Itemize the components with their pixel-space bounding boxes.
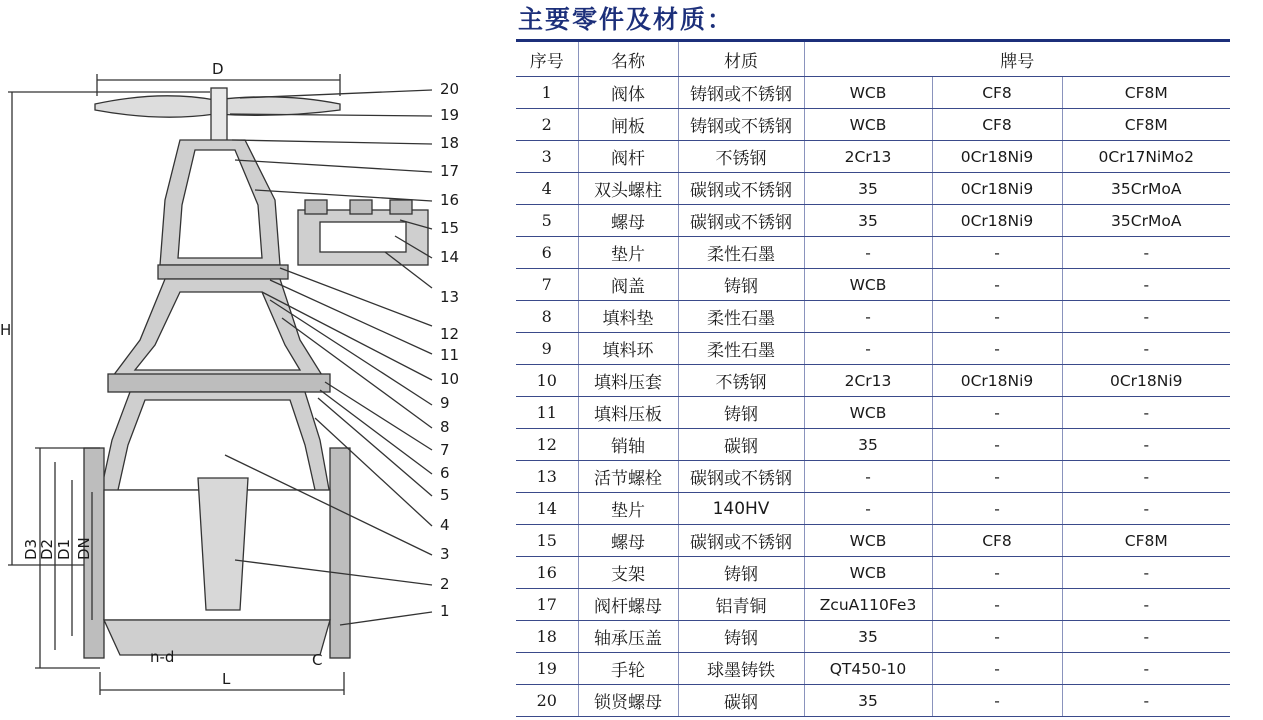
table-row	[516, 621, 1230, 653]
callout-17: 17	[440, 162, 460, 180]
cell-name: 支架	[578, 557, 678, 589]
table-row	[516, 77, 1230, 109]
cell-grade-3: -	[1062, 301, 1230, 333]
dim-label-d: D	[212, 60, 224, 78]
cell-material: 铝青铜	[678, 589, 804, 621]
cell-grade-2: -	[932, 237, 1062, 269]
cell-grade-1: -	[804, 301, 932, 333]
cell-grade-1: WCB	[804, 397, 932, 429]
cell-no: 1	[516, 77, 578, 109]
cell-grade-2: 0Cr18Ni9	[932, 173, 1062, 205]
cell-no: 10	[516, 365, 578, 397]
table-row	[516, 589, 1230, 621]
header-material: 材质	[678, 41, 804, 77]
cell-grade-2: 0Cr18Ni9	[932, 365, 1062, 397]
cell-name: 闸板	[578, 109, 678, 141]
valve-drawing	[0, 0, 512, 720]
cell-grade-2: -	[932, 429, 1062, 461]
cell-grade-3: -	[1062, 653, 1230, 685]
cell-name: 螺母	[578, 525, 678, 557]
cell-grade-2: -	[932, 269, 1062, 301]
cell-grade-1: 35	[804, 685, 932, 717]
cell-grade-2: -	[932, 685, 1062, 717]
cell-material: 球墨铸铁	[678, 653, 804, 685]
cell-grade-2: -	[932, 333, 1062, 365]
callout-16: 16	[440, 191, 460, 209]
cell-name: 垫片	[578, 493, 678, 525]
cell-no: 2	[516, 109, 578, 141]
cell-grade-1: QT450-10	[804, 653, 932, 685]
callout-9: 9	[440, 394, 450, 412]
cell-grade-2: 0Cr18Ni9	[932, 141, 1062, 173]
callout-20: 20	[440, 80, 460, 98]
cell-grade-1: WCB	[804, 525, 932, 557]
table-row	[516, 173, 1230, 205]
cell-grade-2: -	[932, 621, 1062, 653]
cell-grade-3: -	[1062, 237, 1230, 269]
callout-10: 10	[440, 370, 460, 388]
callout-14: 14	[440, 248, 460, 266]
table-row	[516, 109, 1230, 141]
callout-11: 11	[440, 346, 460, 364]
cell-grade-3: -	[1062, 557, 1230, 589]
cell-no: 13	[516, 461, 578, 493]
cell-grade-2: -	[932, 557, 1062, 589]
callout-19: 19	[440, 106, 460, 124]
cell-no: 5	[516, 205, 578, 237]
cell-grade-1: 2Cr13	[804, 365, 932, 397]
table-row	[516, 557, 1230, 589]
callout-3: 3	[440, 545, 450, 563]
callout-2: 2	[440, 575, 450, 593]
cell-grade-1: 35	[804, 173, 932, 205]
table-row	[516, 205, 1230, 237]
cell-no: 20	[516, 685, 578, 717]
callout-15: 15	[440, 219, 460, 237]
cell-material: 碳钢	[678, 685, 804, 717]
table-header-row	[516, 41, 1230, 77]
cell-material: 柔性石墨	[678, 237, 804, 269]
cell-grade-1: WCB	[804, 269, 932, 301]
cell-grade-3: 0Cr18Ni9	[1062, 365, 1230, 397]
cell-material: 铸钢	[678, 269, 804, 301]
cell-no: 18	[516, 621, 578, 653]
header-name: 名称	[578, 41, 678, 77]
cell-name: 销轴	[578, 429, 678, 461]
cell-grade-3: -	[1062, 333, 1230, 365]
table-row	[516, 525, 1230, 557]
cell-name: 垫片	[578, 237, 678, 269]
cell-name: 阀杆	[578, 141, 678, 173]
cell-grade-2: -	[932, 653, 1062, 685]
dim-label-c: C	[312, 651, 323, 669]
table-row	[516, 493, 1230, 525]
cell-name: 锁贤螺母	[578, 685, 678, 717]
cell-name: 填料压套	[578, 365, 678, 397]
cell-grade-2: -	[932, 493, 1062, 525]
cell-no: 3	[516, 141, 578, 173]
dim-label-dn: DN	[75, 537, 93, 560]
cell-material: 碳钢	[678, 429, 804, 461]
dim-label-nd: n-d	[150, 648, 175, 666]
cell-no: 4	[516, 173, 578, 205]
cell-material: 140HV	[678, 493, 804, 525]
cell-material: 铸钢或不锈钢	[678, 109, 804, 141]
table-row	[516, 269, 1230, 301]
cell-material: 铸钢	[678, 557, 804, 589]
table-row	[516, 333, 1230, 365]
cell-name: 填料环	[578, 333, 678, 365]
cell-material: 不锈钢	[678, 141, 804, 173]
cell-grade-3: -	[1062, 621, 1230, 653]
table-row	[516, 397, 1230, 429]
callout-12: 12	[440, 325, 460, 343]
cell-grade-1: -	[804, 461, 932, 493]
cell-name: 手轮	[578, 653, 678, 685]
table-row	[516, 685, 1230, 717]
cell-no: 6	[516, 237, 578, 269]
cell-name: 填料压板	[578, 397, 678, 429]
table-row	[516, 461, 1230, 493]
cell-grade-3: CF8M	[1062, 77, 1230, 109]
cell-material: 碳钢或不锈钢	[678, 173, 804, 205]
cell-no: 14	[516, 493, 578, 525]
cell-grade-2: CF8	[932, 77, 1062, 109]
cell-grade-1: 35	[804, 429, 932, 461]
table-row	[516, 429, 1230, 461]
cell-grade-1: WCB	[804, 557, 932, 589]
callout-4: 4	[440, 516, 450, 534]
cell-grade-2: CF8	[932, 109, 1062, 141]
cell-grade-1: WCB	[804, 109, 932, 141]
table-row	[516, 653, 1230, 685]
cell-grade-2: -	[932, 301, 1062, 333]
cell-name: 填料垫	[578, 301, 678, 333]
cell-grade-3: 0Cr17NiMo2	[1062, 141, 1230, 173]
cell-grade-3: -	[1062, 461, 1230, 493]
cell-no: 19	[516, 653, 578, 685]
table-row	[516, 141, 1230, 173]
cell-grade-3: -	[1062, 269, 1230, 301]
header-no: 序号	[516, 41, 578, 77]
cell-grade-1: 35	[804, 205, 932, 237]
cell-grade-3: -	[1062, 397, 1230, 429]
cell-grade-2: -	[932, 397, 1062, 429]
cell-grade-2: -	[932, 461, 1062, 493]
table-row	[516, 237, 1230, 269]
cell-grade-3: -	[1062, 493, 1230, 525]
cell-grade-3: CF8M	[1062, 525, 1230, 557]
cell-no: 17	[516, 589, 578, 621]
cell-grade-3: -	[1062, 589, 1230, 621]
cell-material: 不锈钢	[678, 365, 804, 397]
cell-name: 阀体	[578, 77, 678, 109]
cell-material: 柔性石墨	[678, 301, 804, 333]
cell-grade-2: CF8	[932, 525, 1062, 557]
callout-8: 8	[440, 418, 450, 436]
cell-no: 8	[516, 301, 578, 333]
cell-grade-1: -	[804, 237, 932, 269]
cell-no: 7	[516, 269, 578, 301]
cell-name: 阀盖	[578, 269, 678, 301]
cell-material: 碳钢或不锈钢	[678, 205, 804, 237]
cell-material: 柔性石墨	[678, 333, 804, 365]
table-row	[516, 365, 1230, 397]
callout-13: 13	[440, 288, 460, 306]
cell-grade-1: 35	[804, 621, 932, 653]
cell-grade-3: 35CrMoA	[1062, 205, 1230, 237]
cell-material: 碳钢或不锈钢	[678, 525, 804, 557]
header-grade: 牌号	[804, 41, 1230, 77]
page-title: 主要零件及材质：	[518, 5, 735, 34]
dim-label-h: H	[0, 321, 12, 339]
callout-5: 5	[440, 486, 450, 504]
dim-label-d3: D3	[22, 538, 40, 560]
cell-no: 9	[516, 333, 578, 365]
cell-name: 螺母	[578, 205, 678, 237]
cell-grade-3: -	[1062, 429, 1230, 461]
table-row	[516, 301, 1230, 333]
cell-no: 11	[516, 397, 578, 429]
cell-grade-2: 0Cr18Ni9	[932, 205, 1062, 237]
cell-material: 铸钢	[678, 397, 804, 429]
cell-grade-1: ZcuA110Fe3	[804, 589, 932, 621]
cell-name: 活节螺栓	[578, 461, 678, 493]
cell-no: 16	[516, 557, 578, 589]
callout-6: 6	[440, 464, 450, 482]
parts-table-container	[516, 39, 1230, 717]
cell-grade-1: WCB	[804, 77, 932, 109]
cell-grade-1: 2Cr13	[804, 141, 932, 173]
cell-grade-1: -	[804, 333, 932, 365]
table-body	[516, 77, 1230, 717]
cell-material: 碳钢或不锈钢	[678, 461, 804, 493]
dim-label-d2: D2	[38, 538, 56, 560]
cell-no: 15	[516, 525, 578, 557]
cell-name: 双头螺柱	[578, 173, 678, 205]
cell-no: 12	[516, 429, 578, 461]
cell-name: 轴承压盖	[578, 621, 678, 653]
cell-grade-2: -	[932, 589, 1062, 621]
callout-7: 7	[440, 441, 450, 459]
cell-grade-3: CF8M	[1062, 109, 1230, 141]
callout-18: 18	[440, 134, 460, 152]
cell-name: 阀杆螺母	[578, 589, 678, 621]
callout-1: 1	[440, 602, 450, 620]
cell-material: 铸钢或不锈钢	[678, 77, 804, 109]
cell-grade-1: -	[804, 493, 932, 525]
cell-grade-3: -	[1062, 685, 1230, 717]
cell-grade-3: 35CrMoA	[1062, 173, 1230, 205]
parts-table	[516, 39, 1230, 717]
cell-material: 铸钢	[678, 621, 804, 653]
dim-label-d1: D1	[55, 538, 73, 560]
dim-label-l: L	[222, 670, 231, 688]
